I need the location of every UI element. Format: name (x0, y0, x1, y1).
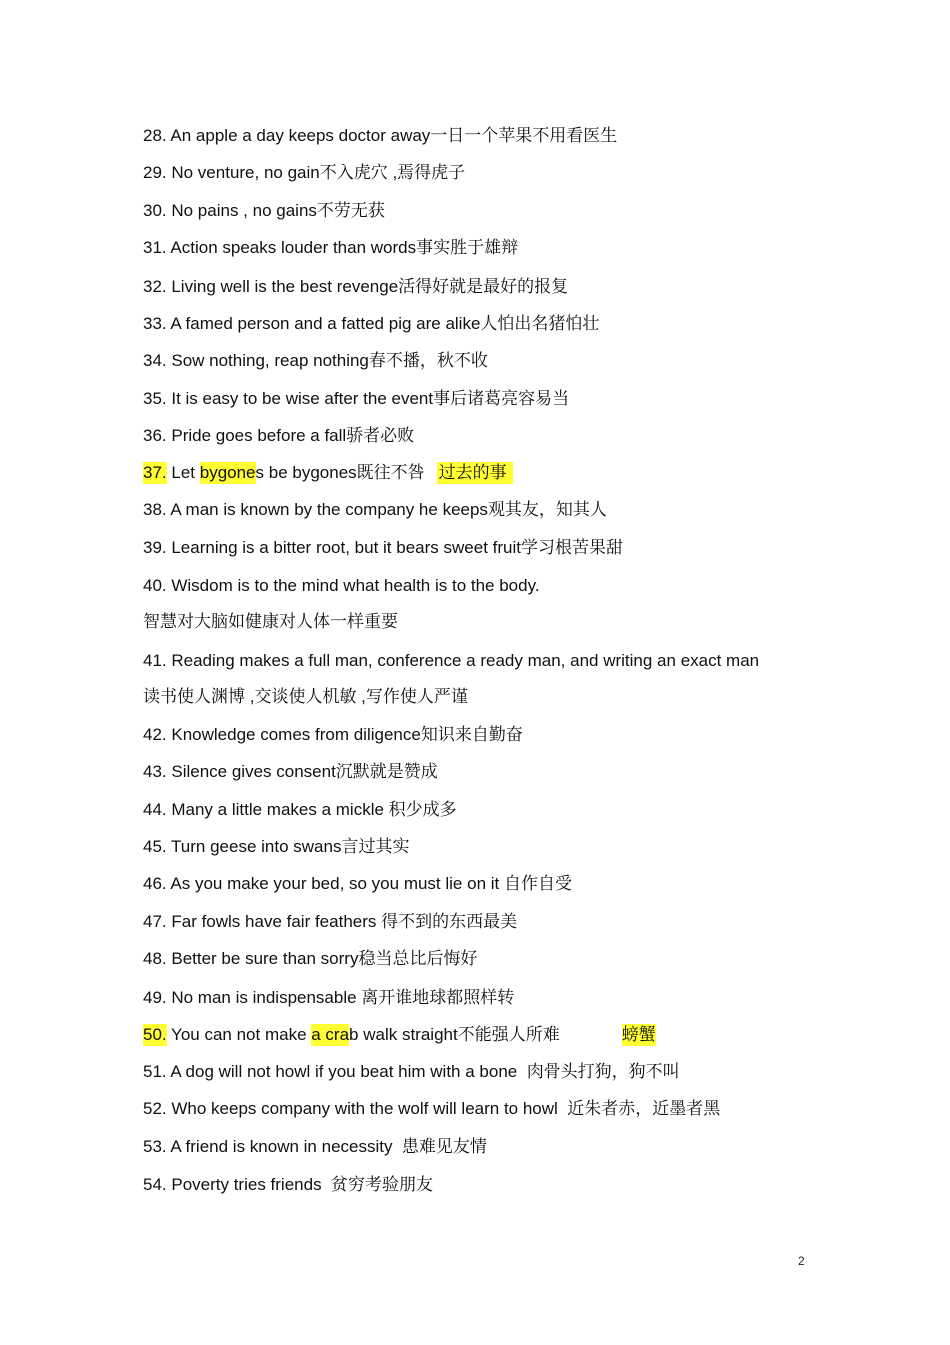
proverb-line: 52. Who keeps company with the wolf will learn to howl 近朱者赤，近墨者黑 (143, 1099, 721, 1118)
proverb-line: 39. Learning is a bitter root, but it bears sweet fruit学习根苦果甜 (143, 538, 623, 557)
proverb-line: 35. It is easy to be wise after the event事后诸葛亮容易当 (143, 389, 570, 408)
proverb-line: 54. Poverty tries friends 贫穷考验朋友 (143, 1175, 434, 1194)
highlighted-number: 37. (143, 463, 167, 482)
proverb-translation-line: 读书使人渊博 ,交谈使人机敏 ,写作使人严谨 (143, 687, 468, 706)
proverb-line-highlighted: 37. Let bygones be bygones既往不咎 过去的事 (143, 462, 513, 484)
proverb-line: 43. Silence gives consent沉默就是赞成 (143, 762, 438, 781)
proverb-line: 47. Far fowls have fair feathers 得不到的东西最美 (143, 912, 518, 931)
proverb-line: 31. Action speaks louder than words事实胜于雄辩 (143, 238, 519, 257)
proverb-line: 36. Pride goes before a fall骄者必败 (143, 426, 415, 445)
proverb-line: 53. A friend is known in necessity 患难见友情 (143, 1137, 487, 1156)
proverb-line: 51. A dog will not howl if you beat him with a bone 肉骨头打狗，狗不叫 (143, 1062, 680, 1081)
highlighted-note: 过去的事 (437, 462, 513, 484)
proverb-line: 49. No man is indispensable 离开谁地球都照样转 (143, 988, 515, 1007)
proverb-line: 38. A man is known by the company he keeps观其友，知其人 (143, 500, 607, 519)
highlighted-word: bygone (199, 463, 256, 482)
highlighted-word: a cra (311, 1025, 350, 1044)
proverb-line: 45. Turn geese into swans言过其实 (143, 837, 410, 856)
proverb-line: 42. Knowledge comes from diligence知识来自勤奋 (143, 725, 523, 744)
proverb-line: 28. An apple a day keeps doctor away一日一个苹果不用看医生 (143, 126, 618, 145)
highlighted-number: 50. (143, 1025, 167, 1044)
proverb-line: 41. Reading makes a full man, conference a ready man, and writing an exact man (143, 651, 760, 670)
proverb-line: 32. Living well is the best revenge活得好就是最好的报复 (143, 277, 569, 296)
proverb-line: 33. A famed person and a fatted pig are alike人怕出名猪怕壮 (143, 314, 600, 333)
proverb-line: 48. Better be sure than sorry稳当总比后悔好 (143, 949, 478, 968)
highlighted-note: 螃蟹 (621, 1025, 656, 1044)
proverb-line: 34. Sow nothing, reap nothing春不播，秋不收 (143, 351, 488, 370)
proverb-line: 44. Many a little makes a mickle 积少成多 (143, 800, 457, 819)
proverb-line-highlighted: 50. You can not make a crab walk straight不能强人所难 螃蟹 (143, 1025, 656, 1044)
proverb-line: 46. As you make your bed, so you must lie on it 自作自受 (143, 874, 572, 893)
proverb-translation-line: 智慧对大脑如健康对人体一样重要 (143, 612, 398, 631)
proverb-line: 30. No pains , no gains不劳无获 (143, 201, 385, 220)
page-number: 2 (798, 1254, 805, 1268)
proverb-line: 29. No venture, no gain不入虎穴 ,焉得虎子 (143, 163, 466, 182)
proverb-line: 40. Wisdom is to the mind what health is to the body. (143, 576, 540, 595)
